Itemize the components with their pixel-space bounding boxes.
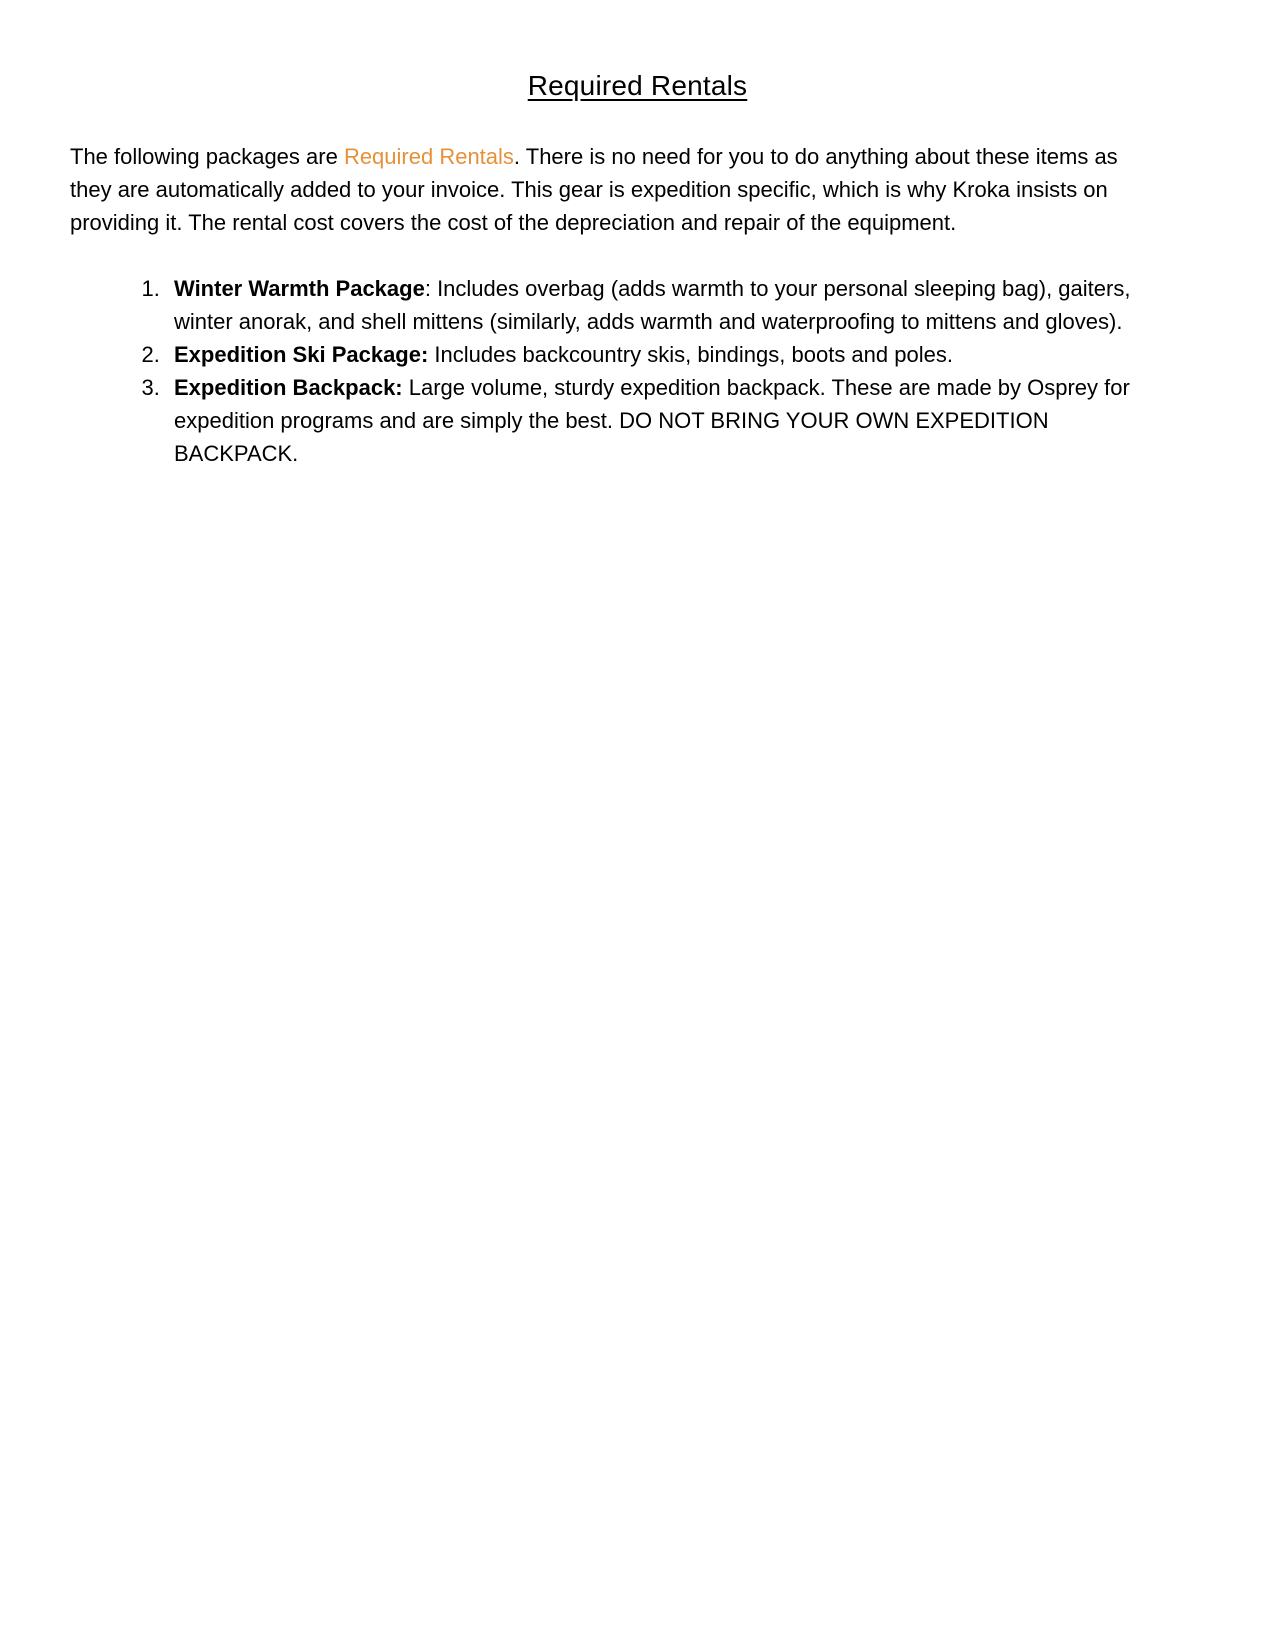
intro-text-before: The following packages are (70, 144, 344, 169)
list-item-title: Expedition Backpack: (174, 375, 403, 400)
list-item-expedition-backpack (166, 371, 1145, 470)
list-item-description: : Includes overbag (adds warmth to your personal sleeping bag), gaiters, winter anorak, and shell mittens (similarly, adds warmth and waterproofing to mittens and gloves). (174, 276, 1131, 334)
intro-paragraph (70, 140, 1145, 239)
list-item-expedition-ski-package (166, 338, 1145, 371)
list-item-title: Expedition Ski Package: (174, 342, 429, 367)
list-item-winter-warmth-package (166, 272, 1145, 338)
intro-text-after: . There is no need for you to do anything about these items as they are automatically added to your invoice. This gear is expedition specific, which is why Kroka insists on providing it. The rental cost covers the cost of the depreciation and repair of the equipment. (70, 144, 1118, 235)
required-rentals-list (70, 272, 1145, 470)
page-title: Required Rentals (527, 70, 748, 101)
list-item-title: Winter Warmth Package (174, 276, 425, 301)
required-rentals-highlight: Required Rentals (343, 144, 514, 169)
list-item-description: Large volume, sturdy expedition backpack. These are made by Osprey for expedition programs and are simply the best. DO NOT BRING YOUR OWN EXPEDITION BACKPACK. (174, 375, 1130, 466)
list-item-description: Includes backcountry skis, bindings, boots and poles. (428, 342, 953, 367)
